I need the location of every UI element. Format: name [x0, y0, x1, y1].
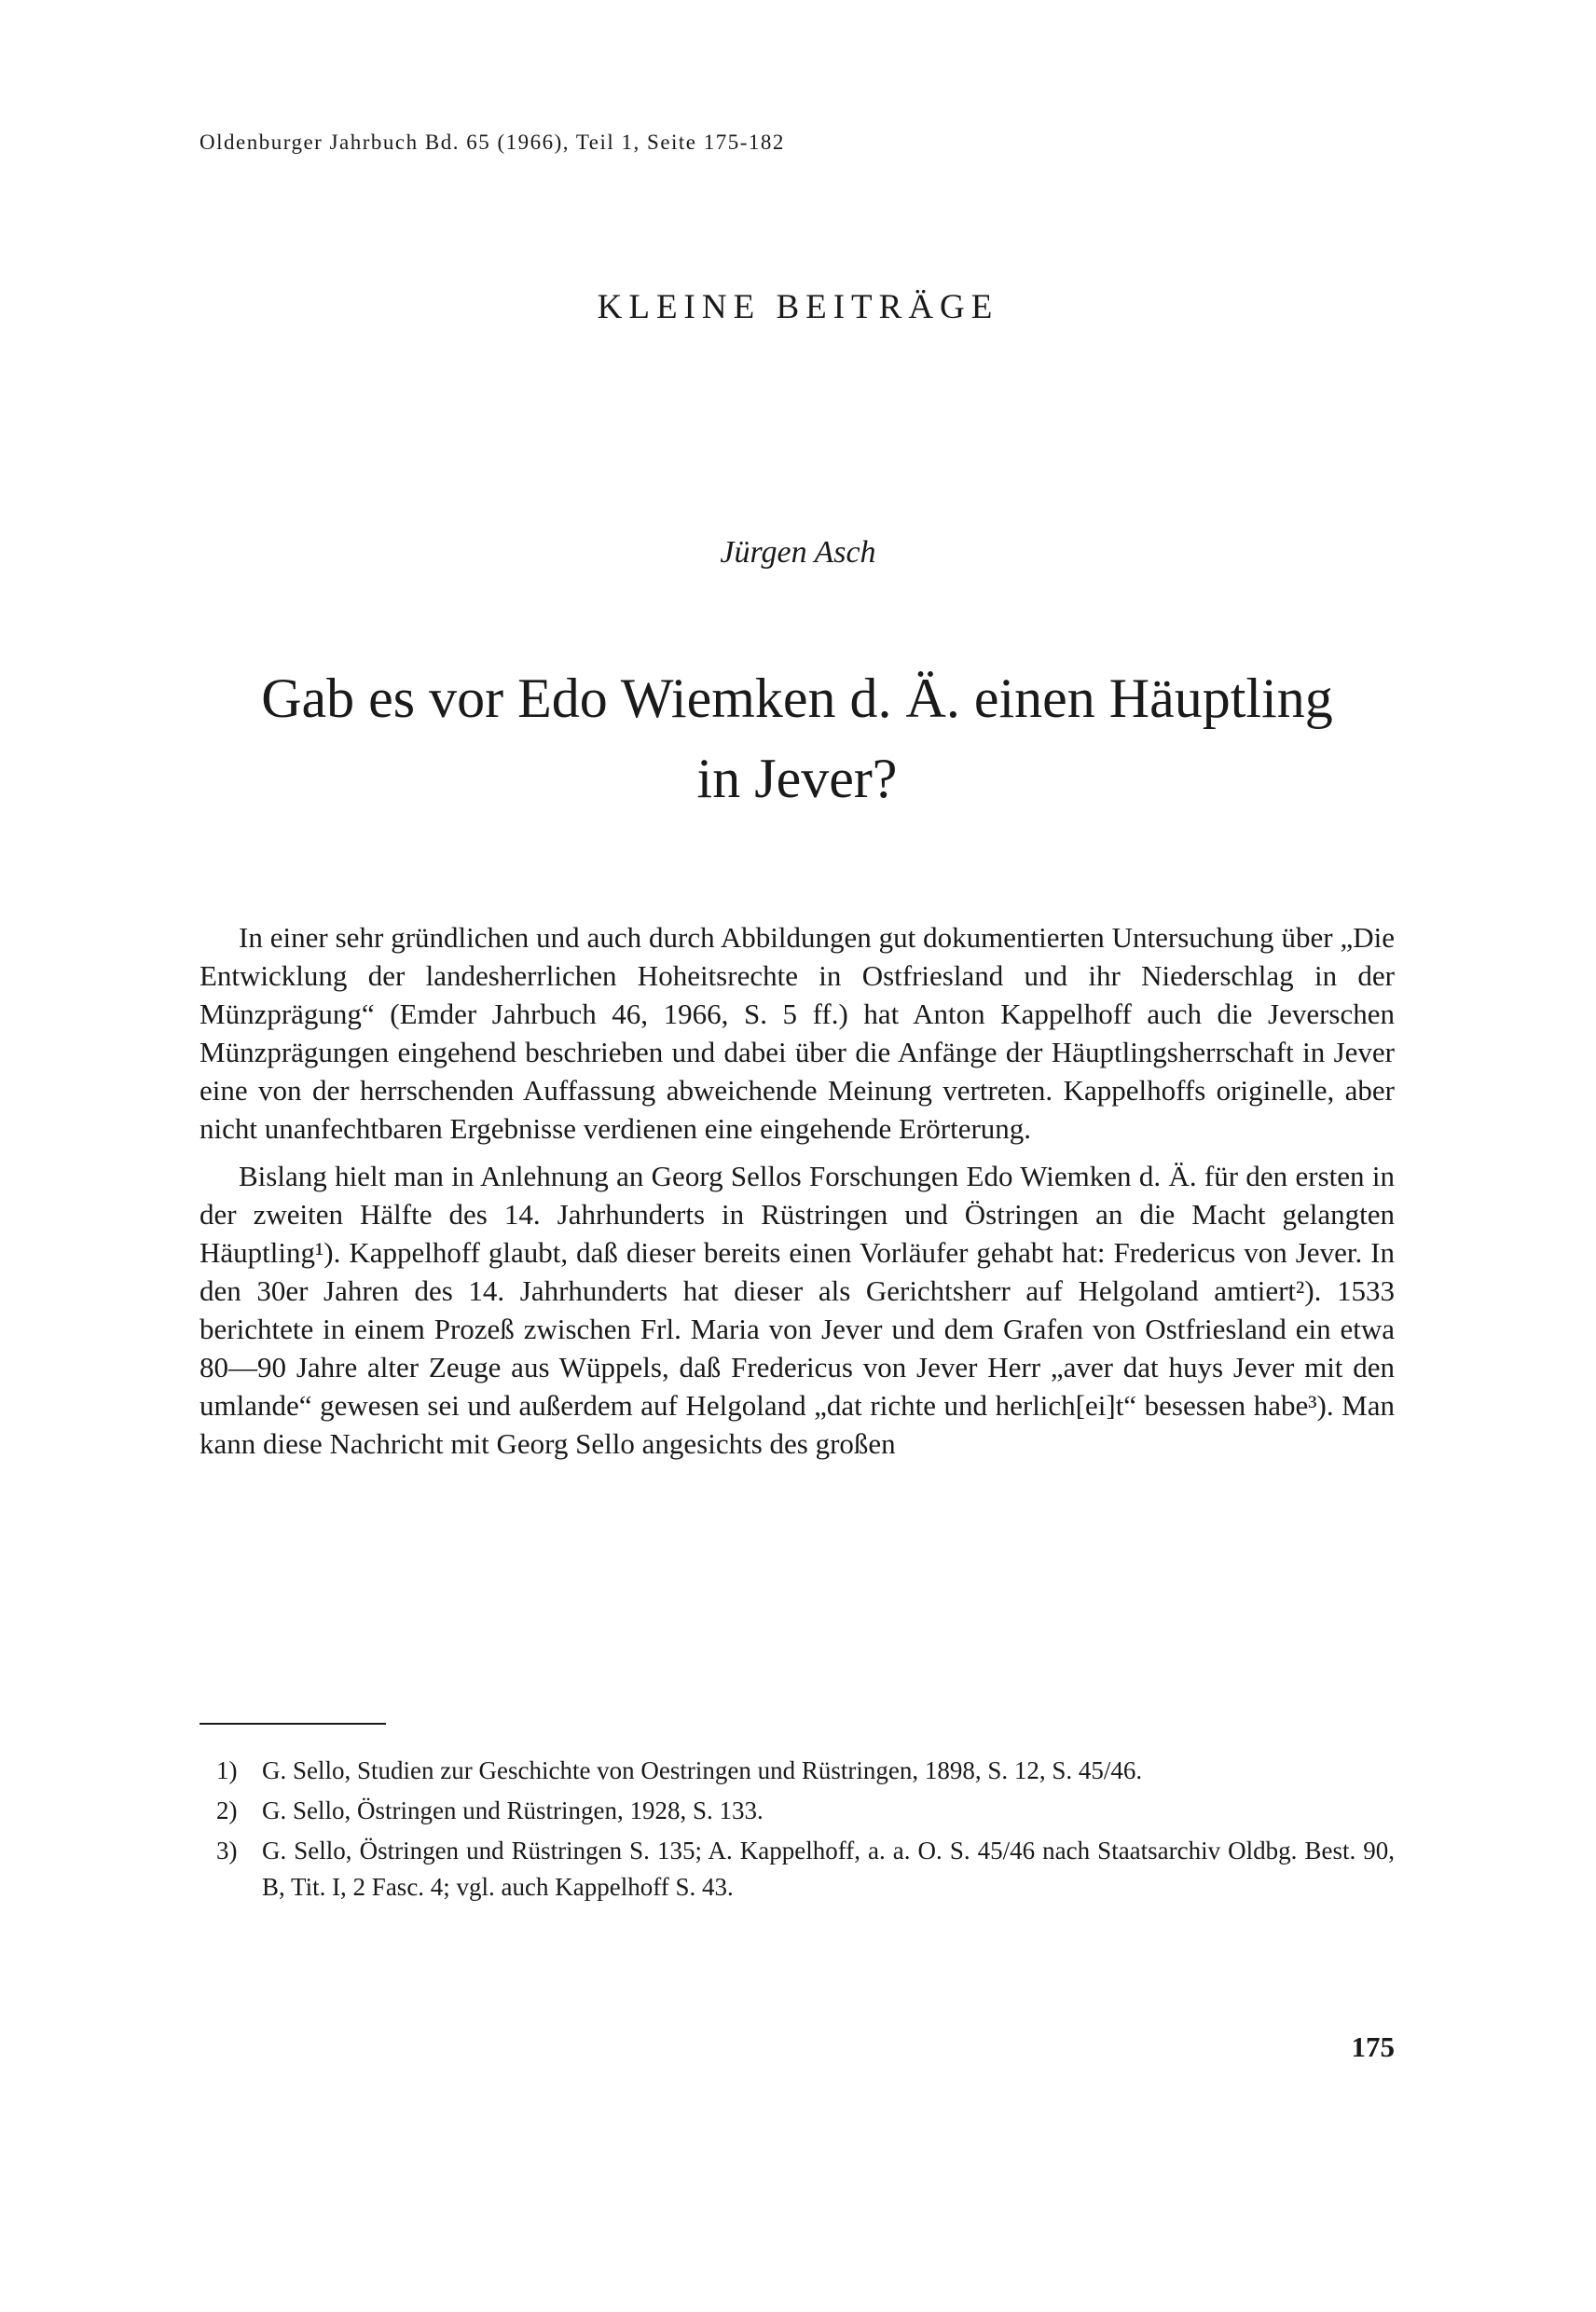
footnote-number: 1): [216, 1756, 238, 1784]
body-paragraph: Bislang hielt man in Anlehnung an Georg Sellos Forschungen Edo Wiemken d. Ä. für den ersten in der zweiten Hälfte des 14. Jahrhunderts in Rüstringen und Östringen an die Macht gelangten Häuptling¹). Kappelhoff glaubt, daß dieser bereits einen Vorläufer gehabt hat: Fredericus von Jever. In den 30er Jahren des 14. Jahrhunderts hat dieser als Gerichtsherr auf Helgoland amtiert²). 1533 berichtete in einem Prozeß zwischen Frl. Maria von Jever und dem Grafen von Ostfriesland ein etwa 80—90 Jahre alter Zeuge aus Wüppels, daß Fredericus von Jever Herr „aver dat huys Jever mit den umlande“ gewesen sei und außerdem auf Helgoland „dat richte und herlich[ei]t“ besessen habe³). Man kann diese Nachricht mit Georg Sello angesichts des großen: [200, 1160, 1395, 1460]
footnote-item: [200, 1753, 1395, 1789]
footnote-text: G. Sello, Östringen und Rüstringen S. 135; A. Kappelhoff, a. a. O. S. 45/46 nach Staatsarchiv Oldbg. Best. 90, B, Tit. I, 2 Fasc. 4; vgl. auch Kappelhoff S. 43.: [262, 1837, 1395, 1901]
running-head: Oldenburger Jahrbuch Bd. 65 (1966), Teil 1, Seite 175-182: [200, 131, 785, 154]
section-heading: KLEINE BEITRÄGE: [597, 288, 999, 326]
footnote-text: G. Sello, Studien zur Geschichte von Oestringen und Rüstringen, 1898, S. 12, S. 45/46.: [262, 1756, 1143, 1784]
article-title: [200, 658, 1395, 819]
footnote-text: G. Sello, Östringen und Rüstringen, 1928, S. 133.: [262, 1796, 764, 1824]
article-title-line-2: in Jever?: [696, 748, 898, 809]
page-number: 175: [1351, 2030, 1395, 2063]
footnote-divider: [200, 1723, 386, 1725]
footnote-item: [200, 1793, 1395, 1829]
body-paragraph: In einer sehr gründlichen und auch durch Abbildungen gut dokumentierten Untersuchung über „Die Entwicklung der landesherrlichen Hoheitsrechte in Ostfriesland und ihr Niederschlag in der Münzprägung“ (Emder Jahrbuch 46, 1966, S. 5 ff.) hat Anton Kappelhoff auch die Jeverschen Münzprägungen eingehend beschrieben und dabei über die Anfänge der Häuptlingsherrschaft in Jever eine von der herrschenden Auffassung abweichende Meinung vertreten. Kappelhoffs originelle, aber nicht unanfechtbaren Ergebnisse verdienen eine eingehende Erörterung.: [200, 921, 1395, 1145]
footnote-number: 3): [216, 1837, 238, 1865]
article-body: [200, 918, 1395, 1472]
footnote-item: [200, 1833, 1395, 1906]
author-name: Jürgen Asch: [720, 535, 876, 570]
footnotes: [200, 1753, 1395, 1909]
footnote-number: 2): [216, 1796, 238, 1824]
article-title-line-1: Gab es vor Edo Wiemken d. Ä. einen Häuptling: [261, 667, 1333, 729]
